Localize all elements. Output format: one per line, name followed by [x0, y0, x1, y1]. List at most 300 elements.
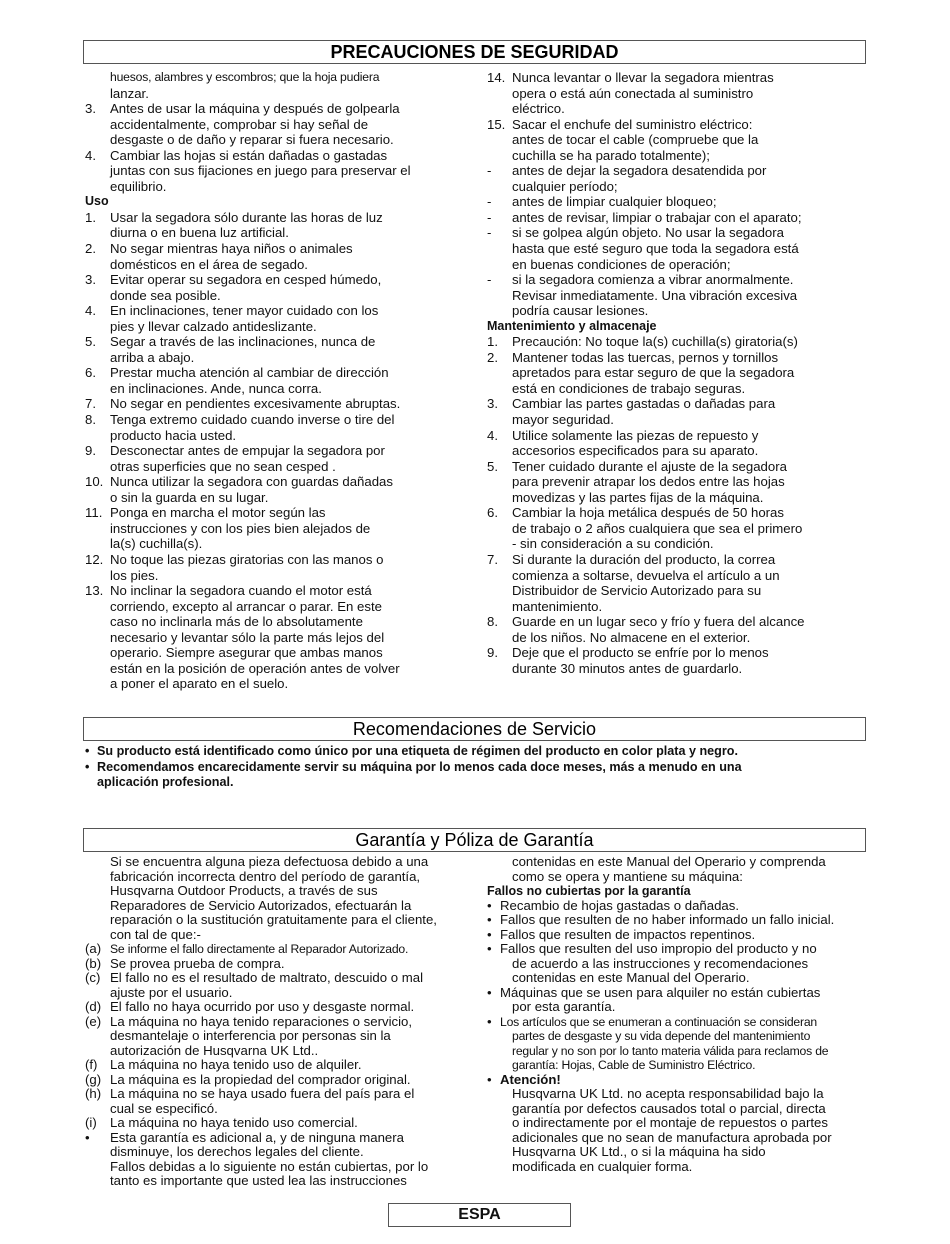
text-line	[487, 1087, 877, 1102]
line-text: juntas con sus fijaciones en juego para preservar el	[110, 163, 411, 179]
text-line	[85, 1073, 475, 1088]
item-marker	[85, 1029, 110, 1044]
line-text: desmantelaje o interferencia por personas sin la	[110, 1028, 391, 1043]
text-line	[85, 661, 470, 677]
text-line	[85, 1102, 475, 1117]
line-text: En inclinaciones, tener mayor cuidado con los	[110, 303, 379, 319]
text-line	[487, 210, 872, 226]
item-marker: (i)	[85, 1115, 97, 1130]
item-marker	[85, 536, 110, 552]
line-text: Esta garantía es adicional a, y de ninguna manera	[110, 1129, 404, 1145]
line-text: Usar la segadora sólo durante las horas de luz	[110, 209, 383, 225]
line-text: de los niños. No almacene en el exterior.	[512, 629, 751, 645]
text-line	[85, 957, 475, 972]
line-text: Sacar el enchufe del suministro eléctrico:	[512, 116, 753, 132]
item-marker	[85, 350, 110, 366]
line-text: Precaución: No toque la(s) cuchilla(s) giratoria(s)	[512, 334, 798, 350]
line-text: si se golpea algún objeto. No usar la segadora	[512, 225, 784, 241]
item-marker: -	[487, 225, 492, 241]
item-marker: 3.	[487, 396, 498, 412]
text-line	[487, 928, 877, 943]
line-text: otras superficies que no sean cesped .	[110, 458, 336, 474]
line-text: huesos, alambres y escombros; que la hoja pudiera	[110, 70, 380, 84]
item-marker	[85, 117, 110, 133]
line-text: están en la posición de operación antes de volver	[110, 660, 400, 676]
item-marker	[487, 1029, 512, 1044]
text-line	[487, 132, 872, 148]
line-text: accesorios especificados para su aparato.	[512, 443, 759, 459]
item-marker: •	[487, 912, 492, 927]
line-text: desgaste o de daño y reparar si fuera necesario.	[110, 132, 394, 148]
text-line	[85, 899, 475, 914]
text-line	[85, 913, 475, 928]
text-line	[85, 428, 470, 444]
item-marker	[85, 614, 110, 630]
text-line	[85, 986, 475, 1001]
line-text: Husqvarna Outdoor Products, a través de sus	[110, 883, 378, 898]
item-marker: 5.	[487, 458, 498, 474]
text-line	[487, 396, 872, 412]
line-text: tanto es importante que usted lea las instrucciones	[110, 1173, 407, 1188]
text-line	[85, 1131, 475, 1146]
text-line	[85, 971, 475, 986]
text-line	[85, 350, 470, 366]
service-item	[85, 775, 865, 791]
text-line	[85, 117, 470, 133]
line-text: como se opera y mantiene su máquina:	[512, 868, 743, 884]
text-line	[487, 1160, 877, 1175]
item-marker	[487, 661, 512, 677]
item-marker	[487, 583, 512, 599]
text-line	[85, 583, 470, 599]
item-marker	[487, 241, 512, 257]
item-marker	[85, 490, 110, 506]
line-text: corriendo, excepto al arrancar o parar. En este	[110, 598, 382, 614]
item-marker	[85, 1044, 110, 1059]
item-marker: •	[487, 941, 492, 956]
text-line	[85, 148, 470, 164]
item-marker: 7.	[487, 551, 498, 567]
item-marker: 13.	[85, 583, 104, 599]
text-line	[487, 971, 877, 986]
warranty-title: Garantía y Póliza de Garantía	[83, 828, 866, 852]
service-item	[85, 760, 865, 776]
language-tab: ESPA	[388, 1203, 571, 1227]
text-line	[85, 490, 470, 506]
text-line	[85, 1029, 475, 1044]
text-line	[85, 443, 470, 459]
text-line	[487, 1131, 877, 1146]
line-text: El fallo no es el resultado de maltrato, descuido o mal	[110, 970, 424, 985]
item-marker: (b)	[85, 955, 102, 971]
text-line	[487, 412, 872, 428]
text-line	[85, 210, 470, 226]
service-text: Recomendamos encarecidamente servir su máquina por lo menos cada doce meses, más a menudo en una	[97, 759, 742, 774]
item-marker: 6.	[85, 365, 96, 381]
text-line	[487, 241, 872, 257]
service-item	[85, 744, 865, 760]
item-marker	[85, 899, 110, 914]
text-line	[487, 194, 872, 210]
text-line	[85, 334, 470, 350]
line-text: fabricación incorrecta dentro del período de garantía,	[110, 868, 421, 884]
item-marker	[487, 1160, 512, 1175]
text-line	[85, 1174, 475, 1189]
line-text: movedizas y las partes fijas de la máquina.	[512, 489, 764, 505]
item-marker: -	[487, 163, 492, 179]
line-text: El fallo no haya ocurrido por uso y desgaste normal.	[110, 999, 415, 1014]
service-list	[85, 744, 865, 791]
item-marker	[487, 1000, 512, 1015]
item-marker: 2.	[85, 241, 96, 257]
line-text: eléctrico.	[512, 101, 565, 117]
line-text: antes de limpiar cualquier bloqueo;	[512, 194, 717, 210]
item-marker: 9.	[85, 443, 96, 459]
line-text: ajuste por el usuario.	[110, 984, 233, 1000]
item-marker: 4.	[85, 147, 96, 163]
text-line	[487, 1015, 877, 1030]
line-text: contenidas en este Manual del Operario y comprenda	[512, 854, 826, 869]
text-line	[487, 288, 872, 304]
text-line	[487, 614, 872, 630]
text-line	[85, 1116, 475, 1131]
line-text: Utilice solamente las piezas de repuesto y	[512, 427, 759, 443]
bullet-marker: •	[85, 744, 90, 758]
text-line	[487, 583, 872, 599]
line-text: Guarde en un lugar seco y frío y fuera del alcance	[512, 614, 805, 630]
item-marker: (c)	[85, 970, 101, 985]
item-marker	[487, 365, 512, 381]
item-marker: 6.	[487, 505, 498, 521]
text-line	[85, 676, 470, 692]
text-line	[487, 942, 877, 957]
line-text: garantía: Hojas, Cable de Suministro Eléctrico.	[512, 1058, 756, 1072]
line-text: antes de revisar, limpiar o trabajar con el aparato;	[512, 209, 802, 225]
bullet-marker	[85, 775, 97, 791]
text-line	[85, 225, 470, 241]
text-line	[487, 599, 872, 615]
item-marker	[85, 1145, 110, 1160]
text-line	[85, 381, 470, 397]
item-marker: 2.	[487, 349, 498, 365]
line-text: autorización de Husqvarna UK Ltd..	[110, 1042, 319, 1058]
item-marker	[85, 645, 110, 661]
item-marker	[85, 163, 110, 179]
line-text: La máquina no haya tenido reparaciones o servicio,	[110, 1013, 413, 1029]
line-text: La máquina no se haya usado fuera del país para el	[110, 1086, 415, 1101]
line-text: accidentalmente, comprobar si hay señal de	[110, 116, 369, 132]
text-line	[85, 1145, 475, 1160]
subheading-text: Fallos no cubiertas por la garantía	[487, 884, 691, 898]
line-text: en buenas condiciones de operación;	[512, 256, 731, 272]
line-text: Fallos que resulten del uso impropio del producto y no	[500, 941, 817, 956]
text-line	[487, 645, 872, 661]
item-marker: -	[487, 209, 492, 225]
line-text: Husqvarna UK Ltd., o si la máquina ha sido	[512, 1144, 766, 1159]
item-marker	[487, 288, 512, 304]
safety-right-column	[487, 70, 872, 676]
line-text: instrucciones y con los pies bien alejados de	[110, 520, 371, 536]
item-marker	[85, 225, 110, 241]
text-line	[85, 599, 470, 615]
text-line	[85, 179, 470, 195]
text-line	[85, 1044, 475, 1059]
text-line	[487, 428, 872, 444]
text-line	[85, 132, 470, 148]
text-line	[487, 365, 872, 381]
line-text: regular y no son por lo tanto materia válida para reclamos de	[512, 1043, 829, 1058]
item-marker	[487, 490, 512, 506]
text-line	[85, 630, 470, 646]
line-text: Tenga extremo cuidado cuando inverse o tire del	[110, 412, 395, 428]
item-marker: •	[487, 1013, 492, 1029]
line-text: mantenimiento.	[512, 598, 603, 614]
item-marker	[487, 1116, 512, 1131]
item-marker: 1.	[487, 334, 498, 350]
line-text: antes de dejar la segadora desatendida por	[512, 163, 767, 179]
line-text: producto hacia usted.	[110, 427, 237, 443]
text-line	[85, 1087, 475, 1102]
item-marker	[487, 257, 512, 273]
text-line	[487, 1102, 877, 1117]
line-text: Los artículos que se enumeran a continuación se consideran	[500, 1014, 817, 1029]
text-line	[487, 474, 872, 490]
line-text: antes de tocar el cable (compruebe que la	[512, 132, 759, 148]
item-marker: (h)	[85, 1086, 102, 1101]
text-line	[85, 884, 475, 899]
text-line	[487, 303, 872, 319]
line-text: lanzar.	[110, 85, 149, 101]
text-line	[85, 645, 470, 661]
text-line	[85, 505, 470, 521]
text-line	[487, 70, 872, 86]
item-marker	[487, 1131, 512, 1146]
subheading-text: Uso	[85, 194, 109, 209]
item-marker	[85, 1102, 110, 1117]
item-marker	[487, 443, 512, 459]
safety-left-column	[85, 70, 470, 692]
text-line	[85, 459, 470, 475]
text-line	[487, 536, 872, 552]
text-line	[487, 661, 872, 677]
line-text: la(s) cuchilla(s).	[110, 536, 203, 552]
line-text: Antes de usar la máquina y después de golpearla	[110, 101, 400, 117]
text-line	[487, 86, 872, 102]
item-marker	[487, 179, 512, 195]
text-line	[487, 1058, 877, 1073]
text-line	[85, 163, 470, 179]
text-line	[85, 101, 470, 117]
warranty-right-column	[487, 855, 877, 1174]
text-line	[85, 568, 470, 584]
item-marker	[85, 381, 110, 397]
line-text: los pies.	[110, 567, 159, 583]
text-line	[487, 1073, 877, 1088]
line-text: cual se especificó.	[110, 1100, 218, 1116]
text-line	[85, 303, 470, 319]
item-marker	[487, 599, 512, 615]
item-marker: •	[487, 984, 492, 1000]
line-text: No segar en pendientes excesivamente abruptas.	[110, 396, 401, 412]
line-text: Máquinas que se usen para alquiler no están cubiertas	[500, 984, 821, 1000]
text-line	[487, 913, 877, 928]
item-marker: 3.	[85, 101, 96, 117]
text-line	[487, 552, 872, 568]
item-marker: 5.	[85, 334, 96, 350]
item-marker	[85, 428, 110, 444]
subheading-text: Mantenimiento y almacenaje	[487, 318, 657, 333]
item-marker	[487, 1058, 512, 1073]
item-marker: (g)	[85, 1071, 102, 1087]
item-marker	[487, 412, 512, 428]
service-title: Recomendaciones de Servicio	[83, 717, 866, 741]
item-marker	[487, 971, 512, 986]
text-line	[85, 536, 470, 552]
line-text: Tener cuidado durante el ajuste de la segadora	[512, 458, 787, 474]
item-marker	[85, 855, 110, 870]
line-text: Ponga en marcha el motor según las	[110, 505, 326, 521]
item-marker: 15.	[487, 116, 506, 132]
text-line	[85, 241, 470, 257]
item-marker: 3.	[85, 272, 96, 288]
line-text: contenidas en este Manual del Operario.	[512, 970, 750, 985]
item-marker	[85, 986, 110, 1001]
item-marker: 8.	[487, 614, 498, 630]
item-marker	[85, 1160, 110, 1175]
item-marker: 9.	[487, 645, 498, 661]
line-text: Segar a través de las inclinaciones, nunca de	[110, 334, 376, 350]
item-marker	[85, 913, 110, 928]
text-line	[85, 870, 475, 885]
subheading	[85, 194, 470, 210]
service-text: aplicación profesional.	[97, 775, 234, 789]
item-marker	[487, 1145, 512, 1160]
item-marker	[85, 179, 110, 195]
line-text: a poner el aparato en el suelo.	[110, 676, 289, 692]
line-text: Deje que el producto se enfríe por lo menos	[512, 645, 769, 661]
text-line	[487, 1029, 877, 1044]
item-marker: 8.	[85, 412, 96, 428]
text-line	[85, 1160, 475, 1175]
item-marker: 4.	[487, 427, 498, 443]
item-marker: (e)	[85, 1013, 102, 1029]
line-text: Distribuidor de Servicio Autorizado para su	[512, 583, 762, 599]
text-line	[487, 179, 872, 195]
item-marker	[487, 521, 512, 537]
item-marker	[487, 1102, 512, 1117]
item-marker: (a)	[85, 941, 102, 956]
text-line	[85, 396, 470, 412]
item-marker: 7.	[85, 396, 96, 412]
line-text: Cambiar la hoja metálica después de 50 horas	[512, 505, 784, 521]
text-line	[85, 942, 475, 957]
text-line	[487, 459, 872, 475]
subheading	[487, 884, 877, 899]
item-marker	[487, 855, 512, 870]
text-line	[85, 552, 470, 568]
line-text: disminuye, los derechos legales del cliente.	[110, 1144, 364, 1159]
item-marker: 4.	[85, 303, 96, 319]
subheading	[487, 319, 872, 335]
line-text: si la segadora comienza a vibrar anormalmente.	[512, 272, 794, 288]
text-line	[85, 614, 470, 630]
item-marker: 10.	[85, 474, 104, 490]
line-text: Reparadores de Servicio Autorizados, efectuarán la	[110, 897, 412, 913]
item-marker	[487, 101, 512, 117]
item-marker	[487, 474, 512, 490]
item-marker	[85, 630, 110, 646]
item-marker	[487, 957, 512, 972]
item-marker: -	[487, 194, 492, 210]
line-text: caso no inclinarla más de lo absolutamente	[110, 614, 363, 630]
line-text: o indirectamente por el montaje de repuestos o partes	[512, 1115, 828, 1130]
line-text: con tal de que:-	[110, 926, 201, 942]
item-marker	[85, 132, 110, 148]
text-line	[487, 1000, 877, 1015]
line-text: Evitar operar su segadora en cesped húmedo,	[110, 272, 382, 288]
text-line	[487, 521, 872, 537]
line-text: No toque las piezas giratorias con las manos o	[110, 551, 384, 567]
item-marker	[487, 630, 512, 646]
line-text: equilibrio.	[110, 178, 167, 194]
item-marker	[487, 536, 512, 552]
line-text: Atención!	[500, 1071, 561, 1087]
line-text: de trabajo o 2 años cualquiera que sea el primero	[512, 520, 803, 536]
line-text: garantía por defectos causados total o parcial, directa	[512, 1100, 826, 1116]
text-line	[487, 986, 877, 1001]
item-marker	[85, 676, 110, 692]
bullet-marker: •	[85, 759, 90, 774]
line-text: arriba a abajo.	[110, 349, 195, 365]
item-marker	[85, 1174, 110, 1189]
text-line	[85, 272, 470, 288]
line-text: Revisar inmediatamente. Una vibración excesiva	[512, 287, 798, 303]
text-line	[85, 288, 470, 304]
text-line	[487, 350, 872, 366]
text-line	[487, 1145, 877, 1160]
item-marker	[85, 86, 110, 102]
text-line	[487, 272, 872, 288]
item-marker	[487, 381, 512, 397]
item-marker	[487, 132, 512, 148]
text-line	[85, 1058, 475, 1073]
line-text: Recambio de hojas gastadas o dañadas.	[500, 897, 740, 913]
text-line	[487, 381, 872, 397]
item-marker: •	[487, 1071, 492, 1087]
text-line	[487, 957, 877, 972]
item-marker	[85, 521, 110, 537]
text-line	[487, 1116, 877, 1131]
line-text: No segar mientras haya niños o animales	[110, 241, 353, 257]
line-text: cualquier período;	[512, 178, 618, 194]
item-marker: •	[487, 926, 492, 942]
text-line	[487, 855, 877, 870]
line-text: necesario y levantar sólo la parte más lejos del	[110, 629, 385, 645]
text-line	[487, 490, 872, 506]
line-text: de acuerdo a las instrucciones y recomendaciones	[512, 955, 809, 971]
text-line	[85, 1015, 475, 1030]
line-text: podría causar lesiones.	[512, 303, 649, 319]
line-text: Nunca levantar o llevar la segadora mientras	[512, 70, 774, 85]
safety-title: PRECAUCIONES DE SEGURIDAD	[83, 40, 866, 64]
service-text: Su producto está identificado como único por una etiqueta de régimen del producto en color plata y negro.	[97, 744, 738, 758]
line-text: pies y llevar calzado antideslizante.	[110, 318, 317, 334]
item-marker	[85, 661, 110, 677]
line-text: Fallos que resulten de impactos repentinos.	[500, 926, 756, 942]
item-marker	[85, 928, 110, 943]
item-marker	[85, 257, 110, 273]
line-text: La máquina no haya tenido uso comercial.	[110, 1115, 358, 1130]
